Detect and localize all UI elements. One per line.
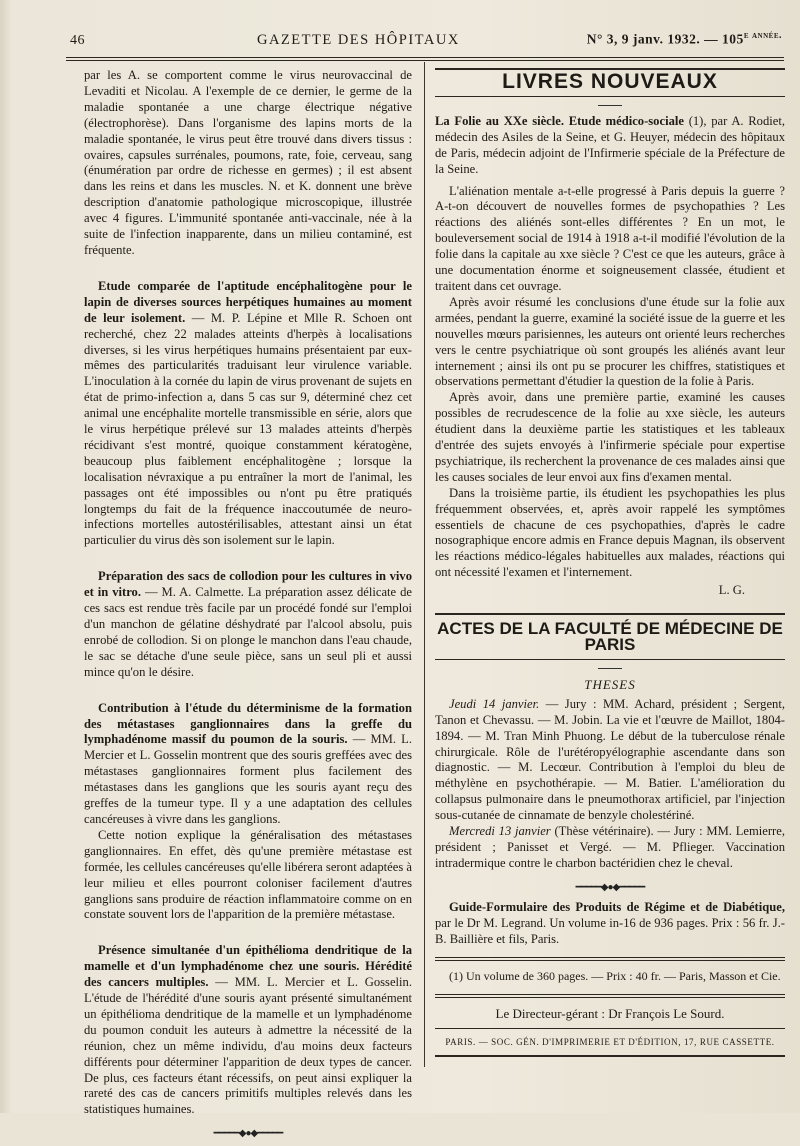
theses-mercredi (435, 824, 785, 872)
book-entry (435, 114, 785, 178)
short-rule (598, 668, 622, 669)
issue-suffix: e année. (743, 30, 782, 41)
article-herpes-body: ont recherché, chez 22 malades atteints d'herpès à localisations diverses, si les virus herpétiques humains présentaient par eux-mêmes des particularités traduisant leur virulence variable. L'inoculation à la cornée du lapin de virus provenant de sujets en état de primo-infection a, dans 5 cas sur 9, déterminé chez cet animal une encéphalite mortelle transmissible en série, alors que le virus herpétique prélevé sur 13 malades atteints d'herpès récidivant s'est montré, quoique constamment kératogène, beaucoup plus faiblement encéphalitogène ; lorsque la localisation névraxique a pu entraîner la mort de l'animal, les passages ont été impossibles ou n'ont pu être pratiqués longtemps du fait de la fréquence inaccoutumée de neuro-infections mortelles autostérilisables, attestant ainsi un état particulier du virus dès son isolement sur le lapin. (84, 310, 412, 548)
theses-jeudi-body: — Jury : MM. Achard, président ; Sergent, Tanon et Chevassu. — M. Jobin. La vie et l'œuvre de Maillot, 1804-1894. — M. Tran Minh Phuong. Le début de la tuberculose rénale chirurgicale. Rôle de l'urétéropyélographie ascendante dans son diagnostic. — M. Lecœur. Contribution à l'emploi du bleu de méthylène en psychothérapie. — M. Batier. L'amélioration du collapsus pulmonaire dans le pneumothorax artificiel, par l'injection sous-cutanée de cinnamate de benzyle cholestériné. (435, 696, 785, 823)
article-epithelioma-author: — MM. L. Mercier et L. Gosselin. (215, 975, 412, 990)
article-metastases-text (84, 701, 412, 828)
article-metastases-body: montrent que des souris greffées avec des métastases ganglionnaires forment plus facilement des métastases dans les ganglions que les souris ayant reçu des greffes de la tumeur type. Il y a une adaptation des cellules cancéreuses à vivre dans les ganglions. (84, 748, 412, 826)
theses-jeudi-date: Jeudi 14 janvier. (449, 696, 540, 711)
end-ornament: ━━━━━◆●◆━━━━━ (213, 1128, 283, 1140)
theses-mercredi-date: Mercredi 13 janvier (449, 824, 551, 839)
article-herpes (84, 279, 412, 549)
actes-faculte-title: ACTES DE LA FACULTÉ DE MÉDECINE DE PARIS (435, 613, 785, 660)
section-ornament: ━━━━━◆●◆━━━━━ (575, 881, 645, 893)
intro-text: par les A. se comportent comme le virus neurovaccinal de Levaditi et Nicolau. A l'exemple de ce dernier, le germe de la maladie spontanée a une charge électrique négative (électrophorèse). Dans l'organisme des lapins morts de la maladie spontanée, le virus peut être trouvé dans divers tissus : ovaires, capsules surrénales, poumons, rate, foie, cerveau, sang (énumération par ordre de richesse en germes) ; il est absent dans les reins et dans les muscles. N. et K. donnent une brève description d'anatomie pathologique microscopique, illustrée avec 4 figures. L'immunité spontanée anti-vaccinale, née à la suite de l'infection inapparente, dans un milieu contaminé, est fréquente. (84, 68, 412, 257)
theses-jeudi (435, 697, 785, 824)
right-column (435, 68, 785, 1057)
book-signature: L. G. (718, 583, 745, 598)
book-paragraph-2: Après avoir résumé les conclusions d'une étude sur la folie aux armées, pendant la guerre, examiné la société issue de la guerre et les nouvelles mœurs parisiennes, les auteurs ont orienté leurs recherches vers le centre psychiatrique où sont groupés les aliénés avant leur internement ; ainsi ils ont pu se procurer les chiffres, statistiques et observations permettant d'étudier la question de la folie à Paris. (435, 294, 785, 389)
header-rule (66, 57, 784, 61)
article-epithelioma-title: Présence simultanée d'un épithélioma dendritique de la mamelle et d'un lymphadénome chez une souris. Hérédité des cancers multiples. (84, 943, 412, 990)
issue-line (587, 30, 782, 48)
article-metastases (84, 701, 412, 924)
article-epithelioma (84, 943, 412, 1118)
article-metastases-body-2: Cette notion explique la généralisation des métastases ganglionnaires. En effet, dès qu'une première métastase est formée, les cellules cancéreuses qu'elle libérera seront adaptées à leur milieu et elles pourront coloniser facilement d'autres ganglions sans produire de réaction inflammatoire comme on en constate souvent lors de l'apparition de la première métastase. (84, 827, 412, 922)
issue-number: N° 3, 9 janv. 1932. — 105 (586, 31, 744, 47)
livres-nouveaux-title: LIVRES NOUVEAUX (435, 68, 785, 97)
journal-title: GAZETTE DES HÔPITAUX (256, 31, 460, 48)
theses-mercredi-body: (Thèse vétérinaire). — Jury : MM. Lemierre, président ; Panisset et Vergé. — M. Pflieger. Vaccination intradermique contre le charbon bactéridien chez le cheval. (435, 824, 785, 870)
article-collodion-text (84, 569, 412, 680)
director-rule (435, 994, 785, 998)
guide-formulaire (435, 900, 785, 948)
book-paragraph-1: L'aliénation mentale a-t-elle progressé à Paris depuis la guerre ? A-t-on découvert de nouvelles formes de psychopathies ? Les réactions des aliénés sont-elles différentes ? En un mot, le bouleversement social de 1914 à 1918 a-t-il modifié l'évolution de la folie dans la capitale au xxe siècle ? C'est ce que les auteurs, grâce à une documentation énorme et soigneusement classée, étudient et traitent dans cet ouvrage. (435, 183, 785, 293)
printer-line: PARIS. — SOC. GÉN. D'IMPRIMERIE ET D'ÉDITION, 17, RUE CASSETTE. (435, 1028, 785, 1057)
article-collodion-author: — M. A. Calmette. (144, 585, 244, 600)
article-herpes-author: — M. P. Lépine et Mlle R. Schoen (191, 310, 390, 325)
director-line: Le Directeur-gérant : Dr François Le Sourd. (495, 1005, 725, 1021)
page-header (70, 30, 782, 54)
article-epithelioma-body: L'étude de l'hérédité d'une souris ayant présenté simultanément un épithélioma dendritique de la mamelle et un lymphadénome du poumon conduit les auteurs à admettre la nécessité de la réunion, chez un même individu, d'au moins deux facteurs différents pour déterminer l'apparition de deux types de cancer. De plus, ces facteurs étant récessifs, on peut ainsi expliquer la rareté des cas de cancers primitifs multiples relevés dans les statistiques humaines. (84, 991, 412, 1117)
book-reference: (1), par A. Rodiet, médecin des Asiles de la Seine, et G. Heuyer, médecin des hôpitaux de Paris, médecin adjoint de l'Infirmerie spéciale de la Préfecture de la Seine. (435, 113, 786, 176)
book-paragraph-4: Dans la troisième partie, ils étudient les psychopathies les plus fréquemment observées, et, après avoir rappelé les symptômes essentiels de chacune de ces psychopathies, d'après le cadre nosographique encore admis en France depuis Magnan, ils observent les réactions médico-légales habituelles aux malades, réactions qui ont nécessité l'examen et l'internement. (435, 485, 785, 580)
column-divider (424, 62, 425, 1067)
article-intro (84, 68, 412, 259)
book-title: La Folie au XXe siècle. Etude médico-sociale (435, 113, 684, 128)
short-rule (598, 105, 622, 106)
article-collodion-title: Préparation des sacs de collodion pour les cultures in vivo et in vitro. (84, 569, 412, 600)
page-number: 46 (70, 32, 85, 48)
article-epithelioma-text (84, 943, 412, 1118)
article-herpes-text (84, 279, 412, 549)
guide-title: Guide-Formulaire des Produits de Régime et de Diabétique, (449, 899, 785, 914)
article-metastases-title: Contribution à l'étude du déterminisme de la formation des métastases ganglionnaires dans la greffe du lymphadénome massif du poumon de la souris. (84, 700, 412, 747)
article-collodion (84, 569, 412, 680)
book-paragraph-3: Après avoir, dans une première partie, examiné les causes possibles de recrudescence de la folie au xxe siècle, les auteurs étudient dans la deuxième partie les statistiques et les tableaux d'entrée des sujets envoyés à l'infirmerie spéciale pour expertise psychiatrique, ils recherchent la provenance de ces malades ainsi que les causes sociales de leur envoi aux fins d'examen mental. (435, 390, 785, 484)
article-herpes-title: Etude comparée de l'aptitude encéphalitogène pour le lapin de diverses sources herpétiques humaines au moment de leur isolement. (84, 278, 412, 325)
guide-body: par le Dr M. Legrand. Un volume in-16 de 936 pages. Prix : 56 fr. J.-B. Baillière et fils, Paris. (435, 915, 785, 946)
footnote-rule (435, 957, 785, 961)
footnote: (1) Un volume de 360 pages. — Prix : 40 fr. — Paris, Masson et Cie. (449, 969, 781, 984)
theses-subheading: THESES (584, 676, 636, 692)
left-column (84, 68, 412, 1146)
article-collodion-body: La préparation assez délicate de ces sacs est rendue très facile par un procédé fondé sur l'emploi d'un manchon de gélatine déshydraté par l'alcool absolu, puis enrobé de collodion. Si on plonge le manchon dans l'eau chaude, le sac se détache d'une seule pièce, sans un seul pli et aussi mince qu'on le désire. (84, 585, 412, 679)
article-metastases-author: — MM. L. Mercier et L. Gosselin (84, 732, 413, 763)
